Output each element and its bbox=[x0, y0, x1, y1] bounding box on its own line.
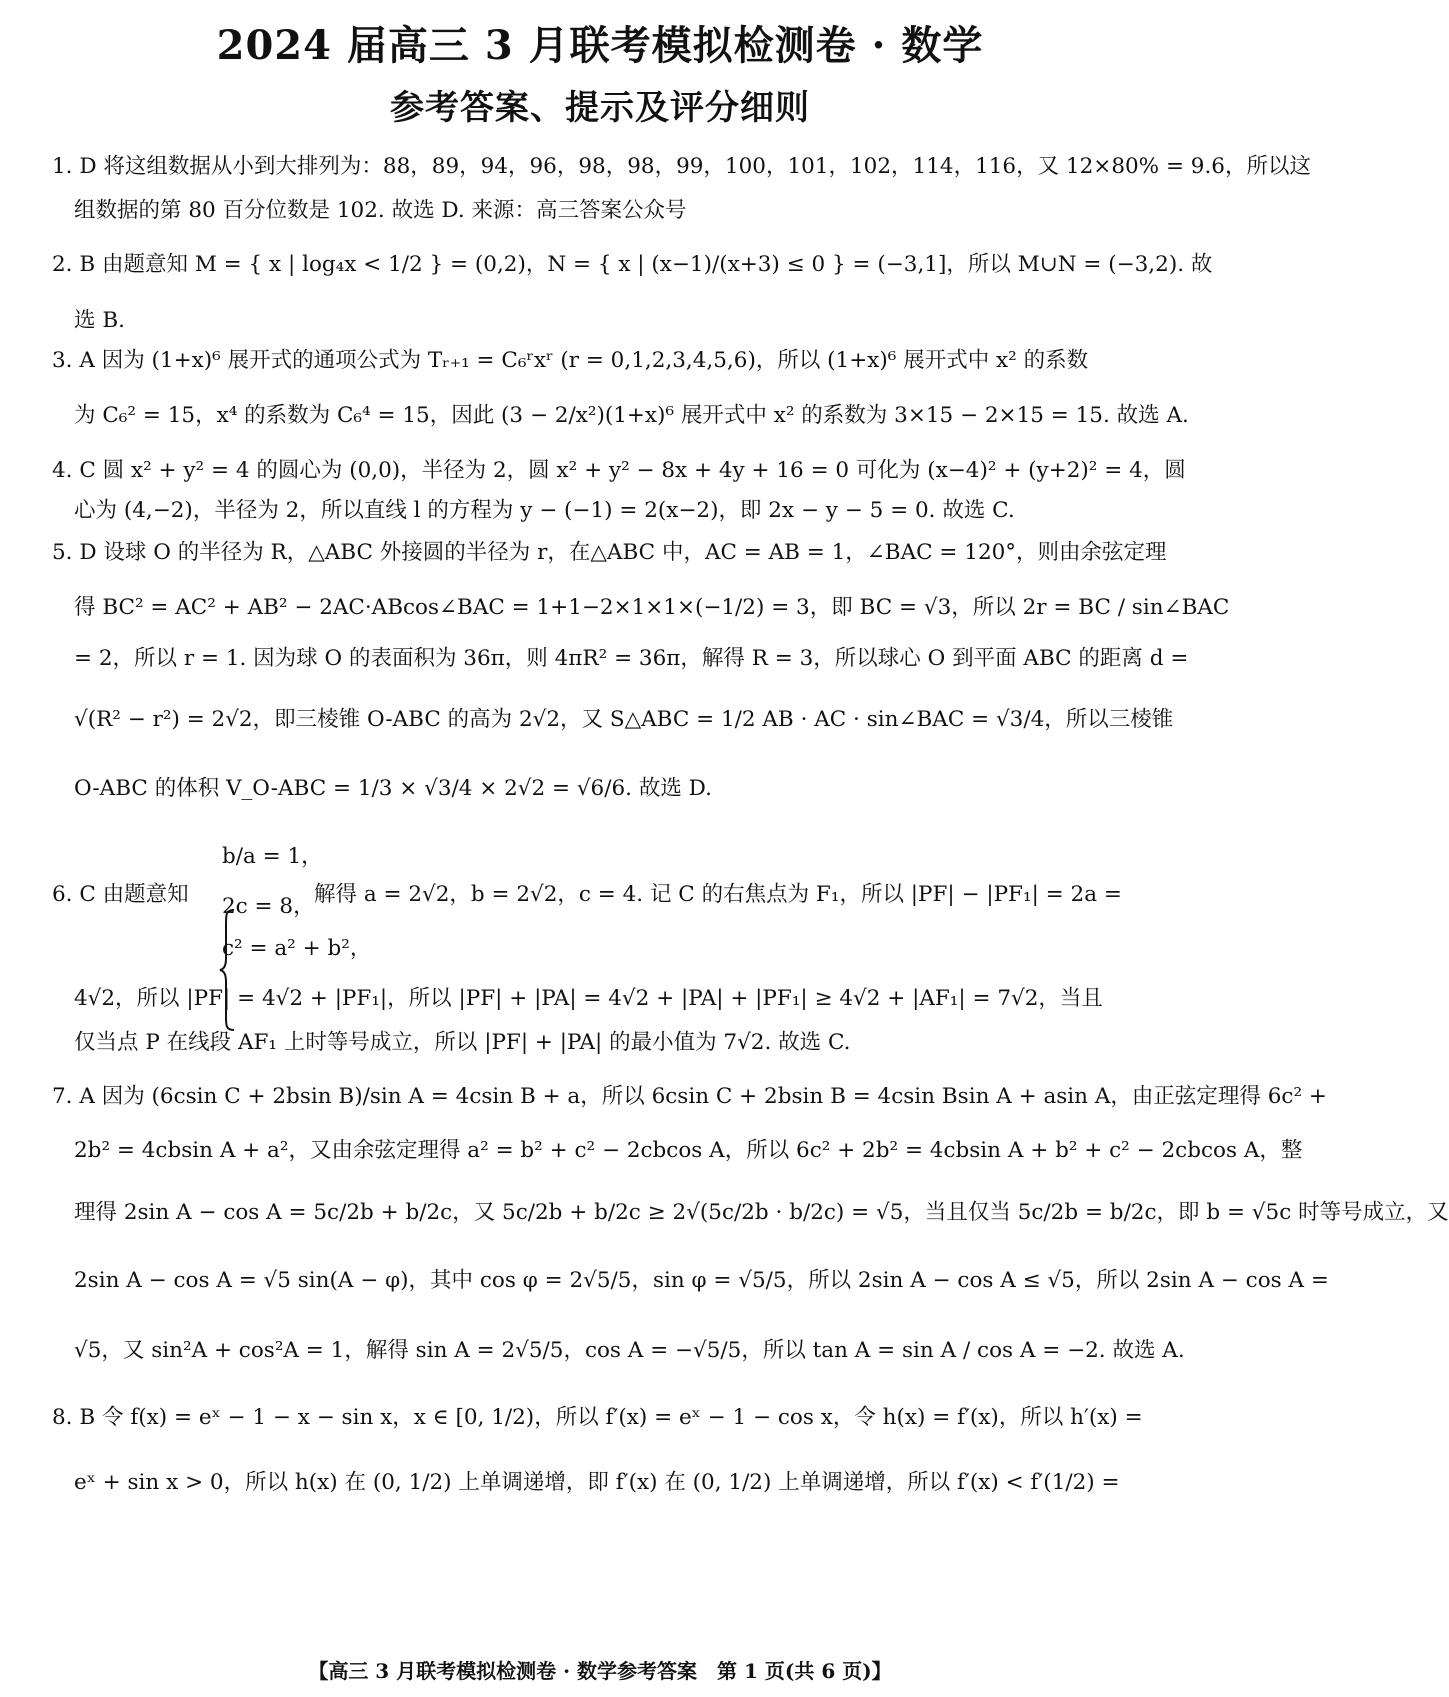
q5-line-2: 得 BC² = AC² + AB² − 2AC·ABcos∠BAC = 1+1−2×1×1×(−1/2) = 3，即 BC = √3，所以 2r = BC / sin∠BAC bbox=[74, 595, 1230, 620]
q6-line-2: 4√2，所以 |PF| = 4√2 + |PF₁|，所以 |PF| + |PA| = 4√2 + |PA| + |PF₁| ≥ 4√2 + |AF₁| = 7√2，当且 bbox=[74, 986, 1103, 1011]
q6-line-3: 仅当点 P 在线段 AF₁ 上时等号成立，所以 |PF| + |PA| 的最小值为 7√2. 故选 C. bbox=[74, 1030, 851, 1055]
q3-line-2: 为 C₆² = 15，x⁴ 的系数为 C₆⁴ = 15，因此 (3 − 2/x²)(1+x)⁶ 展开式中 x² 的系数为 3×15 − 2×15 = 15. 故选 A. bbox=[74, 403, 1189, 428]
q2-line-2: 选 B. bbox=[74, 308, 125, 333]
q4-line-1: 4. C 圆 x² + y² = 4 的圆心为 (0,0)，半径为 2，圆 x² + y² − 8x + 4y + 16 = 0 可化为 (x−4)² + (y+2)² = 4，圆 bbox=[52, 458, 1186, 483]
q2-line-1: 2. B 由题意知 M = { x | log₄x < 1/2 } = (0,2)，N = { x | (x−1)/(x+3) ≤ 0 } = (−3,1]，所以 M∪N = (−3,2). 故 bbox=[52, 252, 1213, 277]
q6-line-1-rest: 解得 a = 2√2，b = 2√2，c = 4. 记 C 的右焦点为 F₁，所以 |PF| − |PF₁| = 2a = bbox=[314, 882, 1122, 907]
q5-line-4: √(R² − r²) = 2√2，即三棱锥 O-ABC 的高为 2√2，又 S△ABC = 1/2 AB · AC · sin∠BAC = √3/4，所以三棱锥 bbox=[74, 707, 1174, 732]
q7-line-1: 7. A 因为 (6csin C + 2bsin B)/sin A = 4csin B + a，所以 6csin C + 2bsin B = 4csin Bsin A + asin A，由正弦定理得 6c² + bbox=[52, 1084, 1327, 1109]
q4-line-2: 心为 (4,−2)，半径为 2，所以直线 l 的方程为 y − (−1) = 2(x−2)，即 2x − y − 5 = 0. 故选 C. bbox=[74, 498, 1015, 523]
page-subtitle: 参考答案、提示及评分细则 bbox=[390, 88, 810, 128]
page-footer: 【高三 3 月联考模拟检测卷 · 数学参考答案 第 1 页(共 6 页)】 bbox=[308, 1659, 892, 1683]
q5-line-1: 5. D 设球 O 的半径为 R，△ABC 外接圆的半径为 r，在△ABC 中，AC = AB = 1，∠BAC = 120°，则由余弦定理 bbox=[52, 540, 1167, 565]
q8-line-2: eˣ + sin x > 0，所以 h(x) 在 (0, 1/2) 上单调递增，即 f′(x) 在 (0, 1/2) 上单调递增，所以 f′(x) < f′(1/2) = bbox=[74, 1470, 1120, 1495]
q1-line-2: 组数据的第 80 百分位数是 102. 故选 D. 来源：高三答案公众号 bbox=[74, 198, 687, 223]
q8-line-1: 8. B 令 f(x) = eˣ − 1 − x − sin x，x ∈ [0, 1/2)，所以 f′(x) = eˣ − 1 − cos x，令 h(x) = f′(x)，所以 h′(x) = bbox=[52, 1405, 1143, 1430]
q5-line-3: = 2，所以 r = 1. 因为球 O 的表面积为 36π，则 4πR² = 36π，解得 R = 3，所以球心 O 到平面 ABC 的距离 d = bbox=[74, 646, 1189, 671]
q1-line-1: 1. D 将这组数据从小到大排列为：88，89，94，96，98，98，99，100，101，102，114，116，又 12×80% = 9.6，所以这 bbox=[52, 154, 1311, 179]
q3-line-1: 3. A 因为 (1+x)⁶ 展开式的通项公式为 Tᵣ₊₁ = C₆ʳxʳ (r = 0,1,2,3,4,5,6)，所以 (1+x)⁶ 展开式中 x² 的系数 bbox=[52, 348, 1089, 373]
q7-line-3: 理得 2sin A − cos A = 5c/2b + b/2c，又 5c/2b + b/2c ≥ 2√(5c/2b · b/2c) = √5，当且仅当 5c/2b = b/2c，即 b = √5c 时等号成立，又 bbox=[74, 1200, 1449, 1225]
page-title: 2024 届高三 3 月联考模拟检测卷 · 数学 bbox=[216, 22, 984, 69]
q6-equation-2: 2c = 8， bbox=[222, 894, 315, 919]
q5-line-5: O-ABC 的体积 V_O-ABC = 1/3 × √3/4 × 2√2 = √6/6. 故选 D. bbox=[74, 776, 712, 801]
q7-line-5: √5，又 sin²A + cos²A = 1，解得 sin A = 2√5/5，cos A = −√5/5，所以 tan A = sin A / cos A = −2. 故选 A. bbox=[74, 1338, 1185, 1363]
q6-lead: 6. C 由题意知 bbox=[52, 882, 189, 907]
q6-equation-1: b/a = 1， bbox=[222, 844, 323, 869]
q7-line-4: 2sin A − cos A = √5 sin(A − φ)，其中 cos φ = 2√5/5，sin φ = √5/5，所以 2sin A − cos A ≤ √5，所以 2sin A − cos A = bbox=[74, 1268, 1329, 1293]
q7-line-2: 2b² = 4cbsin A + a²，又由余弦定理得 a² = b² + c² − 2cbcos A，所以 6c² + 2b² = 4cbsin A + b² + c² − 2cbcos A，整 bbox=[74, 1138, 1303, 1163]
q6-equation-3: c² = a² + b²， bbox=[222, 936, 372, 961]
